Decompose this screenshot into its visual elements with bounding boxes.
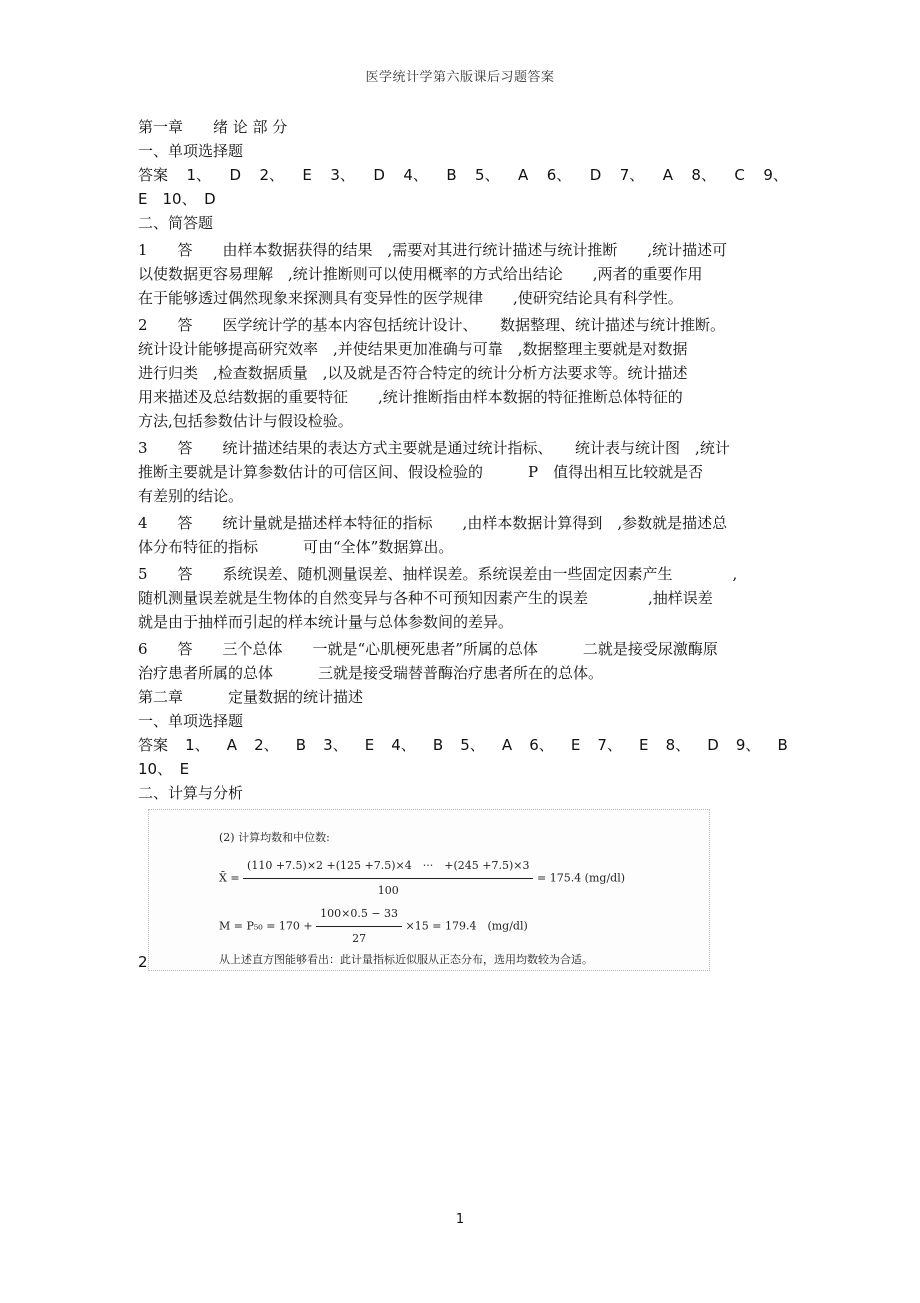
ch2-answer-token: A — [226, 736, 237, 754]
chapter1-sa-heading: 二、简答题 — [138, 214, 214, 232]
median-denominator: 27 — [352, 932, 367, 945]
median-numerator: 100×0.5 − 33 — [316, 902, 402, 927]
sa-line: 统计设计能够提高研究效率 ,并使结果更加准确与可靠 ,数据整理主要就是对数据 — [138, 340, 688, 358]
ch2-answer-token: 3、 — [323, 736, 348, 754]
figure-number: 2 — [138, 953, 148, 971]
ch1-answer-token: C — [734, 166, 745, 184]
ch1-answer-token: D — [229, 166, 241, 184]
sa-line: 6 答 三个总体 一就是“心肌梗死患者”所属的总体 二就是接受尿激酶原 — [138, 640, 718, 658]
ch2-answer-token: D — [707, 736, 719, 754]
mean-denominator: 100 — [377, 884, 399, 897]
median-result: ×15 = 179.4 (mg/dl) — [405, 919, 528, 933]
median-lhs: M = P₅₀ = 170 + — [219, 919, 313, 933]
ch2-answer-token: 4、 — [391, 736, 416, 754]
sa-line: 2 答 医学统计学的基本内容包括统计设计、 数据整理、统计描述与统计推断。 — [138, 316, 726, 334]
ch2-answer-token: 9、 — [735, 736, 761, 754]
ch1-answer-token: 8、 — [691, 166, 716, 184]
ch2-answer-token: 6、 — [529, 736, 554, 754]
ch1-answer-token: 7、 — [619, 166, 645, 184]
chapter2-mc-heading: 一、单项选择题 — [138, 712, 244, 730]
chapter1-mc-answers-line1 — [138, 163, 788, 187]
mean-formula — [219, 854, 625, 903]
ch1-answer-token: E — [302, 166, 312, 184]
ch2-answer-token: B — [295, 736, 306, 754]
chapter1-mc-heading: 一、单项选择题 — [138, 142, 244, 160]
ch1-answer-token: 6、 — [546, 166, 572, 184]
page-number: 1 — [455, 1212, 465, 1227]
chapter1-title: 第一章 绪 论 部 分 — [138, 118, 288, 136]
ch2-answer-token: B — [432, 736, 444, 754]
chapter2-mc-answers-line2: 10、 E — [138, 760, 190, 778]
ch2-answer-token: E — [570, 736, 581, 754]
chapter2-calc-heading: 二、计算与分析 — [138, 784, 244, 802]
median-formula — [219, 902, 528, 951]
ch2-answer-token: 1、 — [185, 736, 210, 754]
ch1-answer-token: 2、 — [259, 166, 284, 184]
sa-line: 推断主要就是计算参数估计的可信区间、假设检验的 P 值得出相互比较就是否 — [138, 463, 704, 481]
mean-numerator: (110 +7.5)×2 +(125 +7.5)×4 ··· +(245 +7.5)×3 — [243, 854, 533, 879]
ch2-answer-token: E — [364, 736, 375, 754]
mean-fraction — [243, 854, 533, 903]
document-body — [138, 115, 788, 974]
sa-line: 方法,包括参数估计与假设检验。 — [138, 412, 353, 430]
ch1-answer-token: 5、 — [475, 166, 500, 184]
ch1-answer-token: 4、 — [403, 166, 428, 184]
ch2-answer-token: 2、 — [254, 736, 279, 754]
chapter1-sa-answers — [138, 238, 788, 685]
sa-line: 在于能够透过偶然现象来探测具有变异性的医学规律 ,使研究结论具有科学性。 — [138, 289, 683, 307]
ch1-answer-token: 3、 — [330, 166, 355, 184]
figure-step-label: (2) 计算均数和中位数: — [219, 831, 330, 844]
ch2-answer-token: 5、 — [460, 736, 485, 754]
calculation-figure — [148, 809, 710, 971]
ch1-answer-token: 9、 — [763, 166, 788, 184]
chapter1-mc-answers-line2: E 10、 D — [138, 190, 216, 208]
sa-line: 就是由于抽样而引起的样本统计量与总体参数间的差异。 — [138, 613, 514, 631]
sa-line: 用来描述及总结数据的重要特征 ,统计推断指由样本数据的特征推断总体特征的 — [138, 388, 683, 406]
sa-line: 随机测量误差就是生物体的自然变异与各种不可预知因素产生的误差 ,抽样误差 — [138, 589, 713, 607]
ch1-answer-token: B — [446, 166, 457, 184]
ch2-answer-token: A — [501, 736, 513, 754]
mean-result: = 175.4 (mg/dl) — [536, 871, 626, 885]
sa-line: 以使数据更容易理解 ,统计推断则可以使用概率的方式给出结论 ,两者的重要作用 — [138, 265, 703, 283]
calculation-figure-row — [138, 809, 788, 974]
figure-conclusion: 从上述直方图能够看出：此计量指标近似服从正态分布，选用均数较为合适。 — [219, 953, 593, 966]
ch2-answer-token: 7、 — [597, 736, 622, 754]
ch1-answer-token: A — [518, 166, 529, 184]
ch1-answer-token: 答案 — [138, 166, 169, 184]
sa-line: 1 答 由样本数据获得的结果 ,需要对其进行统计描述与统计推断 ,统计描述可 — [138, 241, 728, 259]
ch1-answer-token: D — [589, 166, 602, 184]
sa-line: 治疗患者所属的总体 三就是接受瑞替普酶治疗患者所在的总体。 — [138, 664, 604, 682]
sa-line: 4 答 统计量就是描述样本特征的指标 ,由样本数据计算得到 ,参数就是描述总 — [138, 514, 728, 532]
ch1-answer-token: 1、 — [186, 166, 211, 184]
chapter2-title: 第二章 定量数据的统计描述 — [138, 688, 364, 706]
ch2-answer-token: 答案 — [138, 736, 169, 754]
sa-line: 有差别的结论。 — [138, 487, 244, 505]
sa-line: 体分布特征的指标 可由“全体”数据算出。 — [138, 538, 454, 556]
sa-line: 5 答 系统误差、随机测量误差、抽样误差。系统误差由一些固定因素产生 , — [138, 565, 738, 583]
chapter2-mc-answers-line1 — [138, 733, 788, 757]
ch1-answer-token: A — [662, 166, 673, 184]
ch2-answer-token: E — [639, 736, 649, 754]
sa-line: 3 答 统计描述结果的表达方式主要就是通过统计指标、 统计表与统计图 ,统计 — [138, 439, 730, 457]
page-header-title: 医学统计学第六版课后习题答案 — [365, 70, 555, 85]
sa-line: 进行归类 ,检查数据质量 ,以及就是否符合特定的统计分析方法要求等。统计描述 — [138, 364, 688, 382]
ch2-answer-token: B — [777, 736, 788, 754]
ch2-answer-token: 8、 — [665, 736, 691, 754]
ch1-answer-token: D — [373, 166, 385, 184]
median-fraction — [316, 902, 402, 951]
mean-lhs: X̄ = — [219, 871, 240, 885]
